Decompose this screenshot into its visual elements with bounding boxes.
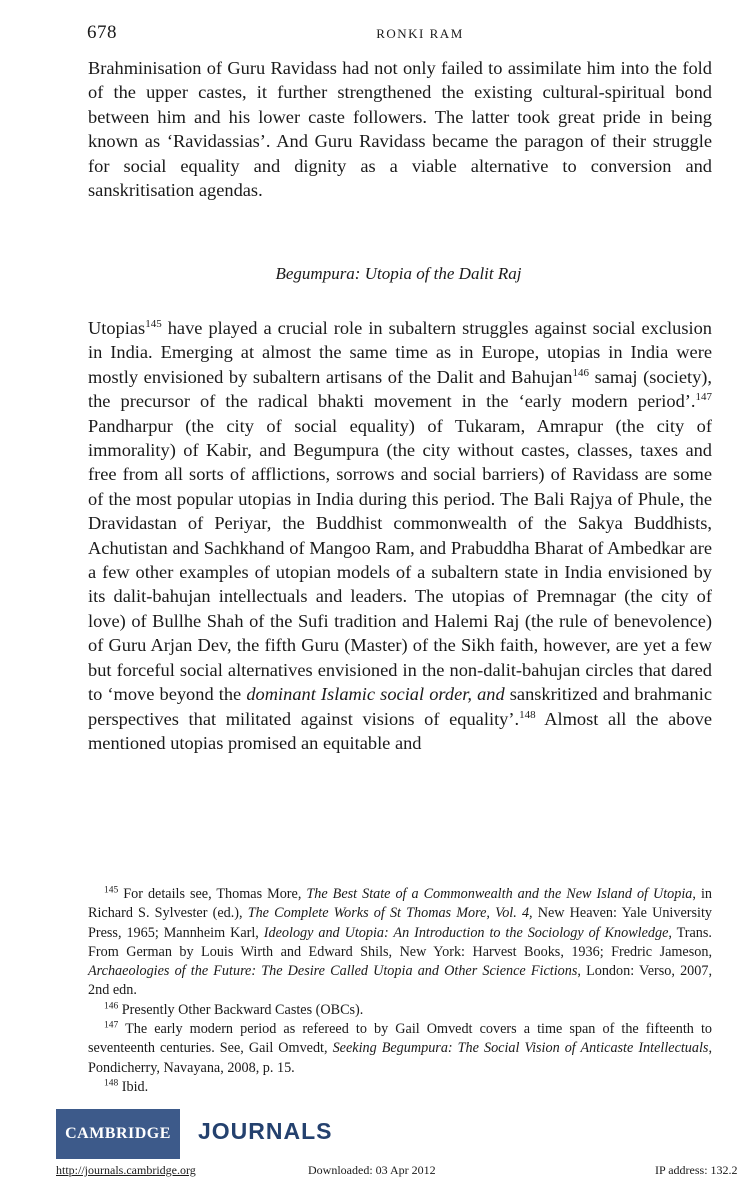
footnote-145: $^{145}$ For details see, Thomas More, The Best State of a Commonwealth and the New Island of Utopia, in Richard S. Sylvester (ed.), The Complete Works of St Thomas More, Vol. 4, New Heaven: Yale University Press, 1965; Mannheim Karl, Ideology and Utopia: An Introduction to the Sociology of Knowledge, Trans. From German by Louis Wirth and Edward Shils, New York: Harvest Books, 1936; Fredric Jameson, Archaeologies of the Future: The Desire Called Utopia and Other Science Fictions, London: Verso, 2007, 2nd edn. <box>88 885 712 999</box>
footnote-ref-146[interactable]: 146 <box>572 366 589 379</box>
cambridge-logo-text: CAMBRIDGE <box>65 1125 171 1142</box>
footnote-147: $^{147}$ The early modern period as refereed to by Gail Omvedt covers a time span of the fifteenth to seventeenth centuries. See, Gail Omvedt, Seeking Begumpura: The Social Vision of Anticaste Intellectuals, Pondicherry, Navayana, 2008, p. 15. <box>88 1020 713 1076</box>
paragraph-1: Brahminisation of Guru Ravidass had not only failed to assimilate him into the fold of the upper castes, it further strengthened the existing cultural-spiritual bond between him and his lower caste followers. The latter took great pride in being known as ‘Ravidassias’. And Guru Ravidass became the paragon of their struggle for social equality and dignity as a viable alternative to conversion and sanskritisation agendas. <box>88 58 712 201</box>
journals-url-link[interactable]: http://journals.cambridge.org <box>56 1163 196 1177</box>
footnote-146: $^{146}$ Presently Other Backward Castes (OBCs). <box>104 1001 364 1018</box>
footnote-ref-145[interactable]: 145 <box>145 317 162 330</box>
footnote-148: $^{148}$ Ibid. <box>104 1078 149 1095</box>
footnote-ref-148[interactable]: 148 <box>519 708 536 721</box>
paragraph-2: Utopias$^{145}$ have played a crucial role in subaltern struggles against social exclusion in India. Emerging at almost the same time as in Europe, utopias in India were mostly envisioned by subaltern artisans of the Dalit and Bahujan$^{146}$ samaj (society), the precursor of the radical bhakti movement in the ‘early modern period’.$^{147}$ Pandharpur (the city of social equality) of Tukaram, Amrapur (the city of immorality) of Kabir, and Begumpura (the city without castes, classes, taxes and free from all sorts of afflictions, sorrows and social barriers) of Ravidass are some of the most popular utopias in India during this period. The Bali Rajya of Phule, the Dravidastan of Periyar, the Buddhist commonwealth of the Sakya Buddhists, Achutistan and Sachkhand of Mangoo Ram, and Prabuddha Bharat of Ambedkar are a few other examples of utopian models of a subaltern state in India envisioned by its dalit-bahujan intellectuals and leaders. The utopias of Premnagar (the city of love) of Bullhe Shah of the Sufi tradition and Halemi Raj (the rule of benevolence) of Guru Arjan Dev, the fifth Guru (Master) of the Sikh faith, however, are yet a few but forceful social alternatives envisioned in the non-dalit-bahujan circles that dared to ‘move beyond the dominant Islamic social order, and sanskritized and brahmanic perspectives that militated against visions of equality’.$^{148}$ Almost all the above mentioned utopias promised an equitable and <box>88 317 713 753</box>
download-date: Downloaded: 03 Apr 2012 <box>308 1163 436 1177</box>
section-heading: Begumpura: Utopia of the Dalit Raj <box>275 264 522 283</box>
cambridge-logo[interactable] <box>56 1109 180 1159</box>
footnote-ref-147[interactable]: 147 <box>695 391 712 404</box>
footnotes <box>88 885 712 1097</box>
running-head: RONKI RAM <box>376 26 464 41</box>
page-number: 678 <box>87 22 117 43</box>
journals-wordmark: JOURNALS <box>198 1118 333 1144</box>
ip-address: IP address: 132.2 <box>655 1163 738 1177</box>
